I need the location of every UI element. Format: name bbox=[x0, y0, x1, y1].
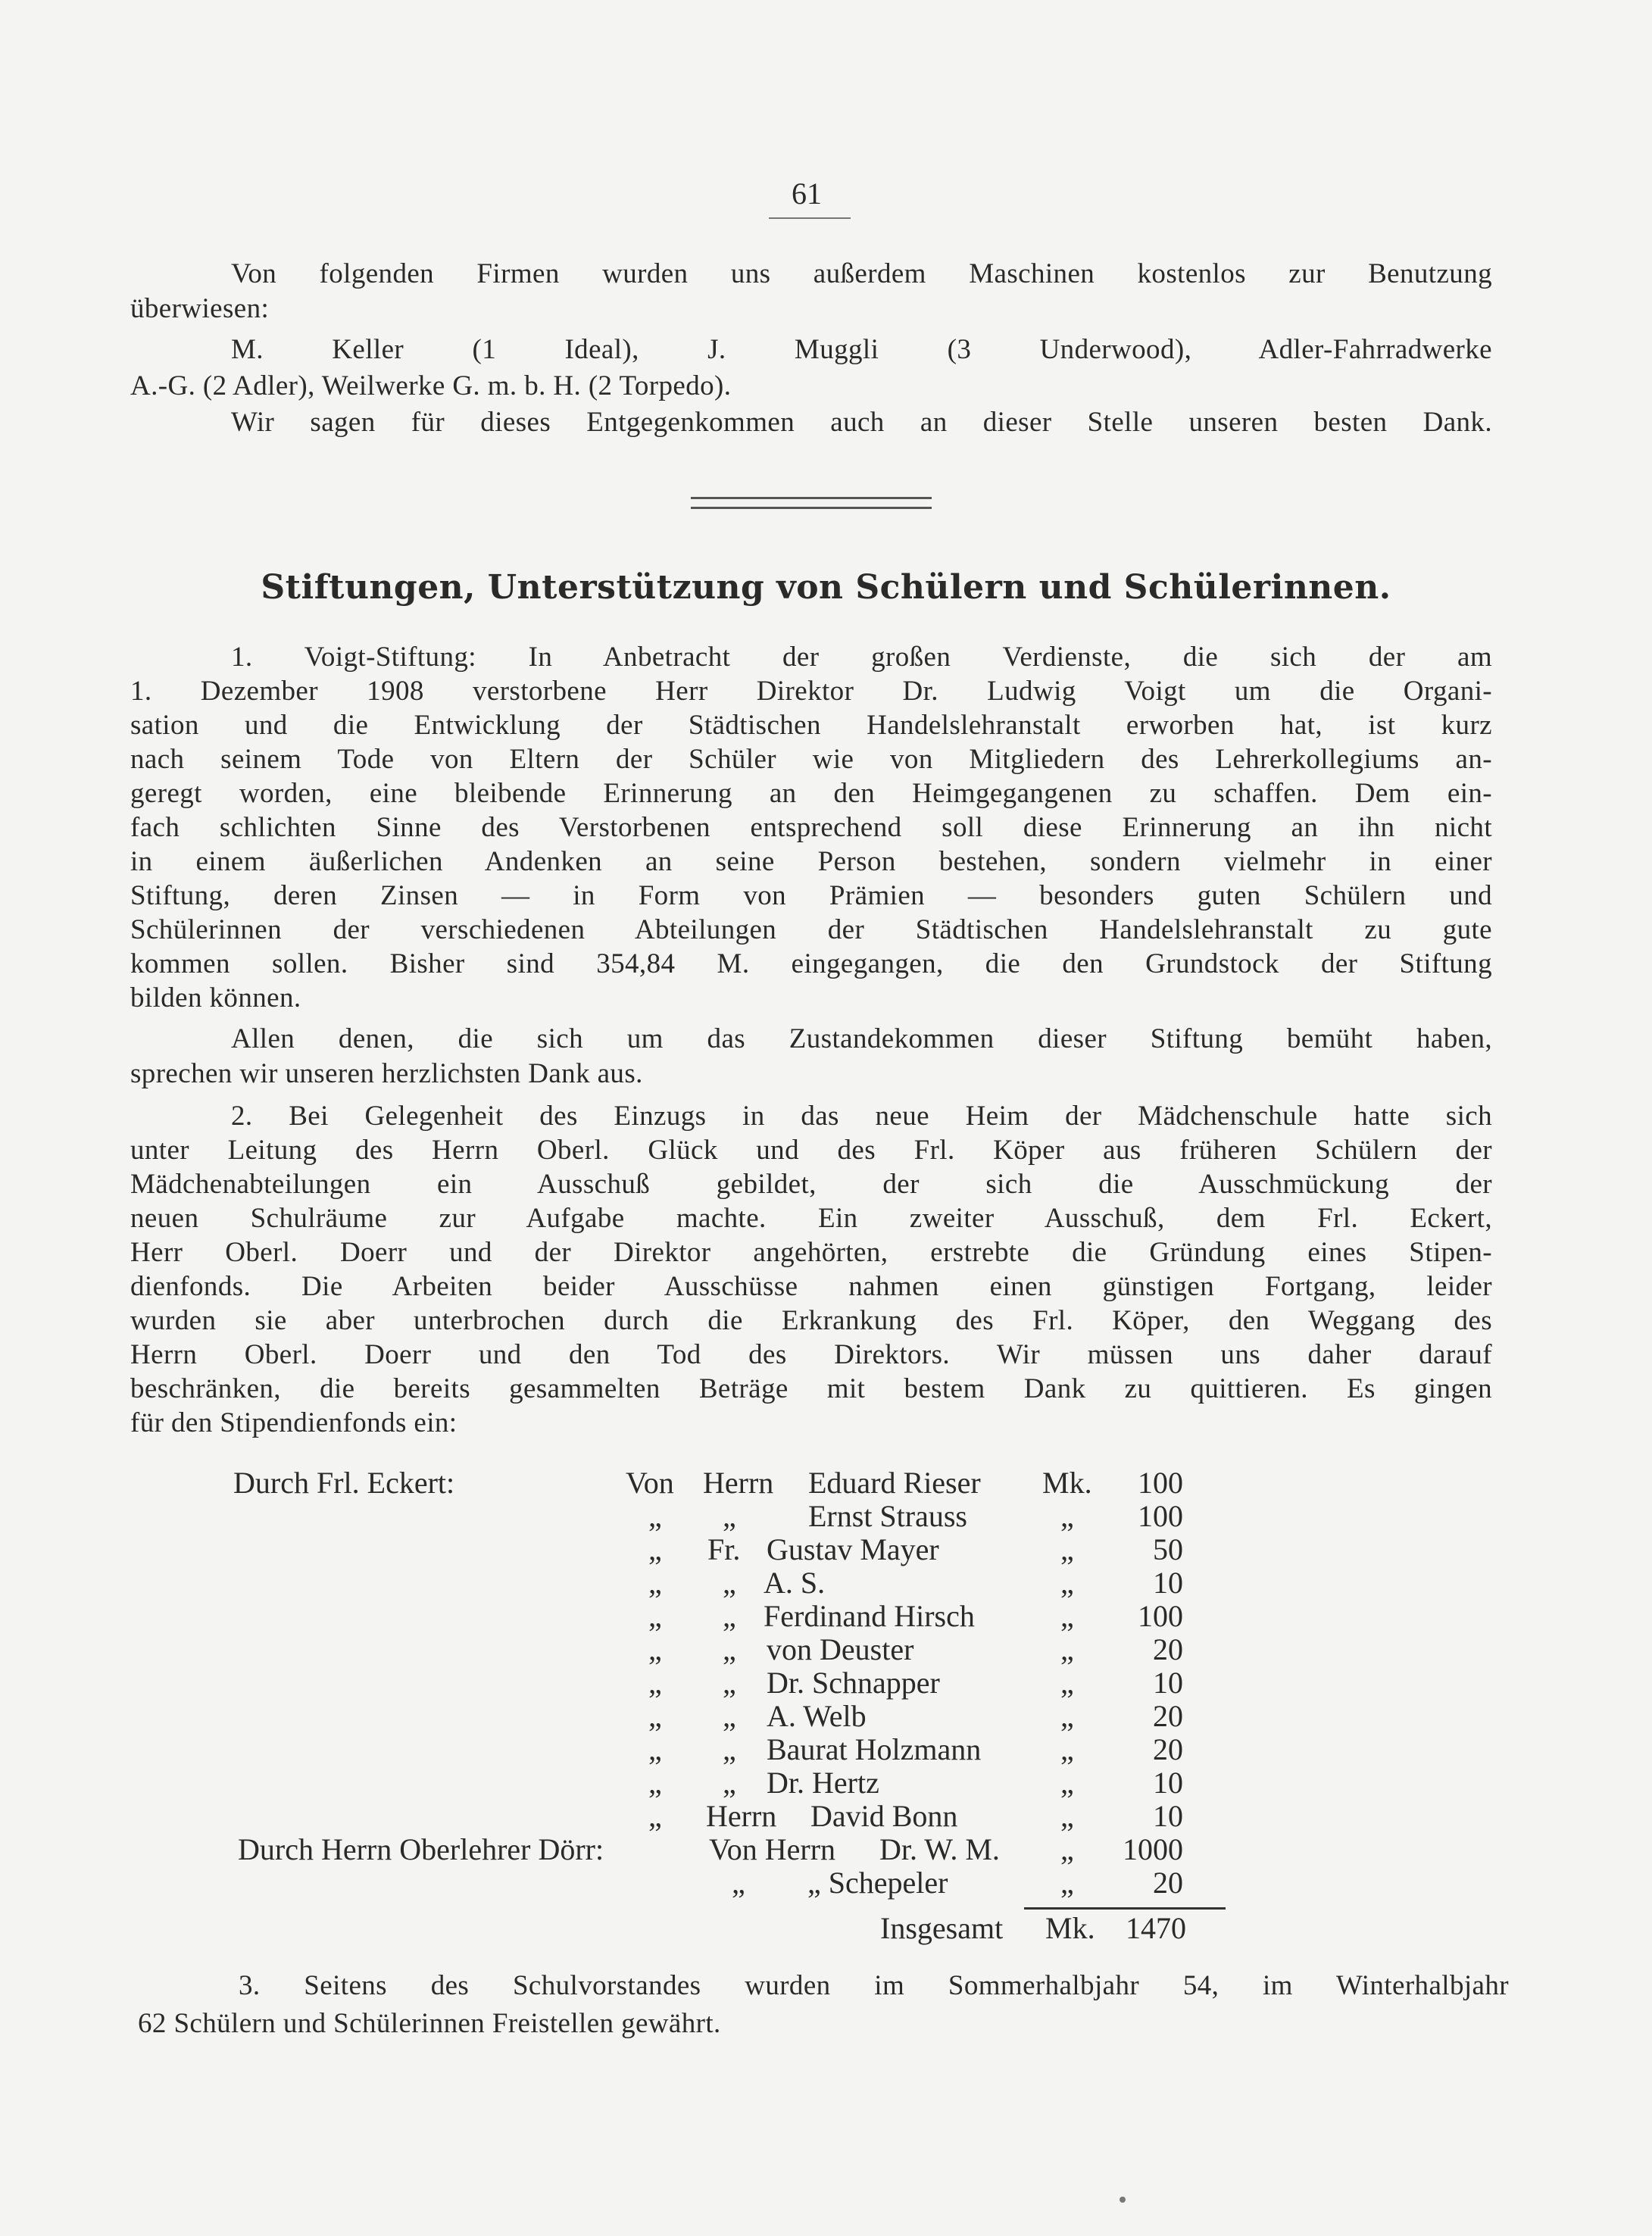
donation-name: Dr. W. M. bbox=[879, 1832, 1000, 1866]
total-rule bbox=[1024, 1907, 1226, 1910]
donation-ditto: „ bbox=[648, 1599, 662, 1633]
donation-name: David Bonn bbox=[810, 1799, 958, 1833]
donation-name: Ernst Strauss bbox=[808, 1499, 967, 1533]
para3-line-6: dienfonds. Die Arbeiten beider Ausschüsse nahmen einen günstigen Fortgang, leider bbox=[130, 1271, 1492, 1302]
donation-amount: 10 bbox=[1153, 1666, 1183, 1700]
donation-unit: „ bbox=[1060, 1566, 1074, 1600]
donation-amount: 10 bbox=[1153, 1766, 1183, 1800]
donation-ditto: „ bbox=[648, 1732, 662, 1766]
donation-name: Baurat Holzmann bbox=[767, 1732, 982, 1766]
total-label: Insgesamt bbox=[880, 1911, 1004, 1945]
donation-ditto: Von bbox=[626, 1466, 674, 1500]
donation-title: Fr. bbox=[707, 1532, 741, 1566]
para3-line-10: für den Stipendienfonds ein: bbox=[130, 1407, 458, 1438]
para1-line-2: 1. Dezember 1908 verstorbene Herr Direktor Dr. Ludwig Voigt um die Organi- bbox=[130, 676, 1492, 707]
para1-line-3: sation und die Entwicklung der Städtischen Handelslehranstalt erworben hat, ist kurz bbox=[130, 710, 1492, 741]
donation-amount: 100 bbox=[1138, 1466, 1183, 1500]
donation-unit: Mk. bbox=[1042, 1466, 1092, 1500]
total-amount: 1470 bbox=[1126, 1911, 1186, 1945]
donation-amount: 20 bbox=[1153, 1699, 1183, 1733]
donation-ditto: „ bbox=[648, 1799, 662, 1833]
para3-line-9: beschränken, die bereits gesammelten Beträge mit bestem Dank zu quittieren. Es gingen bbox=[130, 1373, 1492, 1404]
donation-ditto: „ bbox=[648, 1699, 662, 1733]
donation-name: Ferdinand Hirsch bbox=[764, 1599, 975, 1633]
donation-title: „ bbox=[732, 1866, 745, 1900]
donation-amount: 10 bbox=[1153, 1566, 1183, 1600]
donation-unit: „ bbox=[1060, 1666, 1074, 1700]
donation-amount: 50 bbox=[1153, 1532, 1183, 1566]
intro-line-1: Von folgenden Firmen wurden uns außerdem Maschinen kostenlos zur Benutzung bbox=[231, 258, 1492, 289]
para1-line-4: nach seinem Tode von Eltern der Schüler wie von Mitgliedern des Lehrerkollegiums an- bbox=[130, 744, 1492, 775]
section-title: Stiftungen, Unterstützung von Schülern und Schülerinnen. bbox=[261, 568, 1391, 607]
section-divider bbox=[691, 497, 932, 509]
para1-line-6: fach schlichten Sinne des Verstorbenen entsprechend soll diese Erinnerung an ihn nicht bbox=[130, 812, 1492, 843]
donation-unit: „ bbox=[1060, 1532, 1074, 1566]
donation-title: „ bbox=[723, 1732, 736, 1766]
para4-line-2: 62 Schülern und Schülerinnen Freistellen gewährt. bbox=[138, 2008, 721, 2039]
donation-title: „ bbox=[723, 1699, 736, 1733]
donation-unit: „ bbox=[1060, 1832, 1074, 1866]
donation-ditto: „ bbox=[648, 1566, 662, 1600]
total-unit: Mk. bbox=[1045, 1911, 1095, 1945]
donation-title: „ bbox=[723, 1666, 736, 1700]
donation-amount: 20 bbox=[1153, 1632, 1183, 1666]
page-number-rule bbox=[769, 217, 851, 219]
donation-ditto: „ bbox=[648, 1532, 662, 1566]
para2-line-2: sprechen wir unseren herzlichsten Dank aus. bbox=[130, 1058, 643, 1089]
donation-name: Eduard Rieser bbox=[808, 1466, 981, 1500]
print-speck bbox=[1120, 2197, 1126, 2203]
para3-line-7: wurden sie aber unterbrochen durch die Erkrankung des Frl. Köper, den Weggang des bbox=[130, 1305, 1492, 1336]
donation-amount: 20 bbox=[1153, 1866, 1183, 1900]
para1-line-1: 1. Voigt-Stiftung: In Anbetracht der großen Verdienste, die sich der am bbox=[231, 642, 1492, 673]
para3-line-2: unter Leitung des Herrn Oberl. Glück und des Frl. Köper aus früheren Schülern der bbox=[130, 1135, 1492, 1166]
para3-line-8: Herrn Oberl. Doerr und den Tod des Direktors. Wir müssen uns daher darauf bbox=[130, 1339, 1492, 1370]
para1-line-8: Stiftung, deren Zinsen — in Form von Prämien — besonders guten Schülern und bbox=[130, 880, 1492, 911]
para3-line-5: Herr Oberl. Doerr und der Direktor angehörten, erstrebte die Gründung eines Stipen- bbox=[130, 1237, 1492, 1268]
donation-amount: 1000 bbox=[1123, 1832, 1183, 1866]
para3-line-4: neuen Schulräume zur Aufgabe machte. Ein zweiter Ausschuß, dem Frl. Eckert, bbox=[130, 1203, 1492, 1234]
para1-line-10: kommen sollen. Bisher sind 354,84 M. eingegangen, die den Grundstock der Stiftung bbox=[130, 948, 1492, 979]
para1-line-5: geregt worden, eine bleibende Erinnerung an den Heimgegangenen zu schaffen. Dem ein- bbox=[130, 778, 1492, 809]
intro-line-2: überwiesen: bbox=[130, 293, 270, 324]
donation-name: Dr. Hertz bbox=[767, 1766, 879, 1800]
donation-ditto: „ bbox=[648, 1499, 662, 1533]
donation-name: Dr. Schnapper bbox=[767, 1666, 940, 1700]
donation-title: Herrn bbox=[706, 1799, 777, 1833]
para3-line-3: Mädchenabteilungen ein Ausschuß gebildet, der sich die Ausschmückung der bbox=[130, 1169, 1492, 1200]
donation-ditto: „ bbox=[648, 1766, 662, 1800]
para2-line-1: Allen denen, die sich um das Zustandekommen dieser Stiftung bemüht haben, bbox=[231, 1023, 1492, 1054]
donation-via: Durch Frl. Eckert: bbox=[233, 1466, 455, 1500]
donation-amount: 100 bbox=[1138, 1499, 1183, 1533]
donation-title: „ bbox=[723, 1599, 736, 1633]
donation-amount: 20 bbox=[1153, 1732, 1183, 1766]
donation-name: A. S. bbox=[764, 1566, 826, 1600]
donation-unit: „ bbox=[1060, 1632, 1074, 1666]
donation-name: von Deuster bbox=[767, 1632, 914, 1666]
donation-title: „ bbox=[723, 1632, 736, 1666]
donation-name: Gustav Mayer bbox=[767, 1532, 939, 1566]
donation-title: „ bbox=[723, 1766, 736, 1800]
donation-name: „ Schepeler bbox=[807, 1866, 948, 1900]
donation-unit: „ bbox=[1060, 1599, 1074, 1633]
intro-line-3: M. Keller (1 Ideal), J. Muggli (3 Underwood), Adler-Fahrradwerke bbox=[231, 334, 1492, 365]
intro-line-5: Wir sagen für dieses Entgegenkommen auch an dieser Stelle unseren besten Dank. bbox=[231, 407, 1492, 438]
para1-line-7: in einem äußerlichen Andenken an seine Person bestehen, sondern vielmehr in einer bbox=[130, 846, 1492, 877]
donation-unit: „ bbox=[1060, 1766, 1074, 1800]
donation-amount: 10 bbox=[1153, 1799, 1183, 1833]
donation-unit: „ bbox=[1060, 1799, 1074, 1833]
donation-unit: „ bbox=[1060, 1699, 1074, 1733]
donation-title: Herrn bbox=[703, 1466, 774, 1500]
donation-unit: „ bbox=[1060, 1732, 1074, 1766]
donation-ditto: „ bbox=[648, 1632, 662, 1666]
donation-title: „ bbox=[723, 1499, 736, 1533]
donation-name: A. Welb bbox=[767, 1699, 867, 1733]
donation-title: Von Herrn bbox=[709, 1832, 836, 1866]
para3-line-1: 2. Bei Gelegenheit des Einzugs in das neue Heim der Mädchenschule hatte sich bbox=[231, 1101, 1492, 1132]
donation-unit: „ bbox=[1060, 1499, 1074, 1533]
intro-line-4: A.-G. (2 Adler), Weilwerke G. m. b. H. (2 Torpedo). bbox=[130, 370, 732, 401]
para1-line-11: bilden können. bbox=[130, 982, 301, 1013]
donation-via: Durch Herrn Oberlehrer Dörr: bbox=[238, 1832, 604, 1866]
donation-ditto: „ bbox=[648, 1666, 662, 1700]
page-number: 61 bbox=[792, 176, 822, 211]
donation-amount: 100 bbox=[1138, 1599, 1183, 1633]
para1-line-9: Schülerinnen der verschiedenen Abteilungen der Städtischen Handelslehranstalt zu gute bbox=[130, 914, 1492, 945]
donation-unit: „ bbox=[1060, 1866, 1074, 1900]
para4-line-1: 3. Seitens des Schulvorstandes wurden im Sommerhalbjahr 54, im Winterhalbjahr bbox=[239, 1970, 1509, 2001]
donation-title: „ bbox=[723, 1566, 736, 1600]
